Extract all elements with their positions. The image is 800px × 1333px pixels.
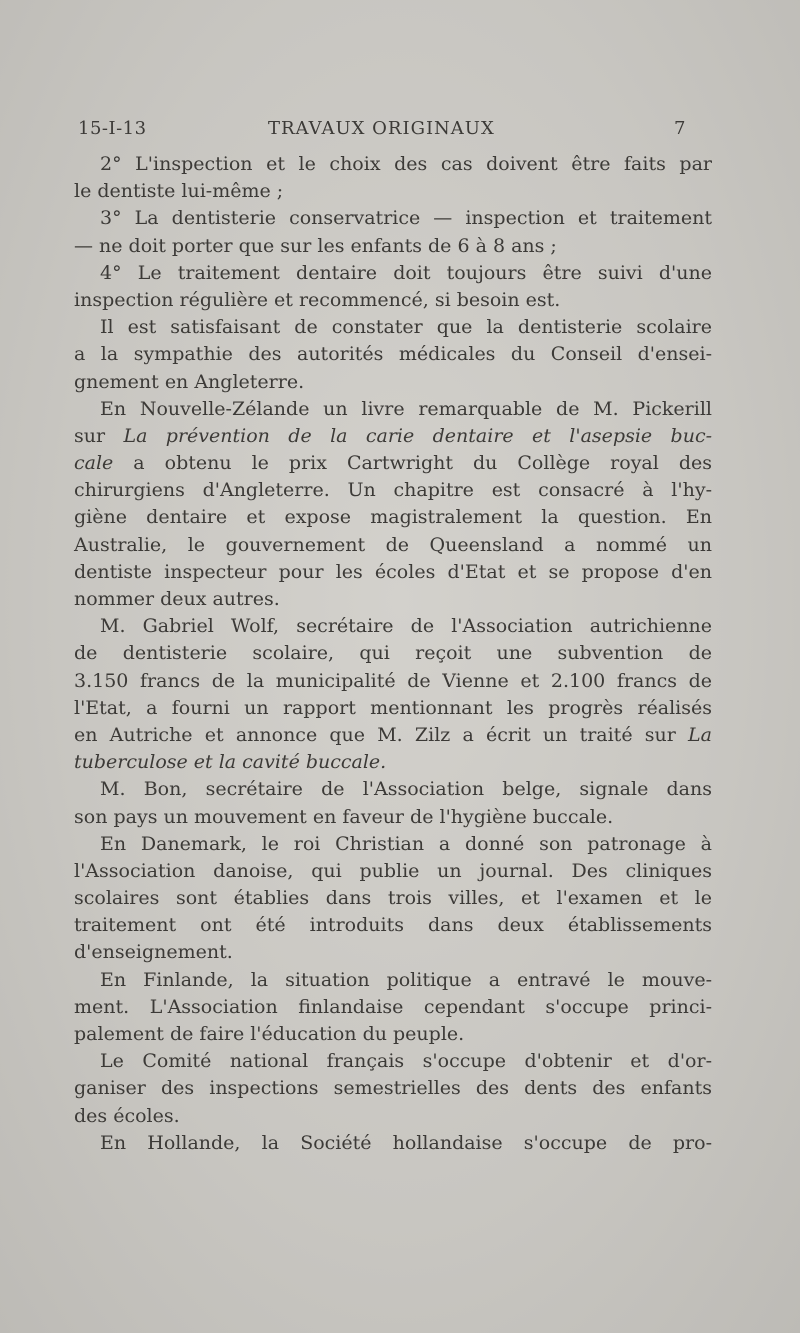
text-line: Le Comité national français s'occupe d'obtenir et d'or- (100, 1050, 712, 1073)
header-title: TRAVAUX ORIGINAUX (268, 118, 495, 139)
text-line: M. Gabriel Wolf, secrétaire de l'Association autrichienne (100, 615, 712, 638)
text-line: en Autriche et annonce que M. Zilz a écrit un traité sur La (74, 723, 712, 746)
text-line: Australie, le gouvernement de Queensland a nommé un (74, 533, 712, 556)
text-line: inspection régulière et recommencé, si besoin est. (74, 288, 561, 311)
text-line: l'Association danoise, qui publie un journal. Des cliniques (74, 859, 712, 882)
text-line: traitement ont été introduits dans deux établissements (74, 914, 712, 937)
text-line: chirurgiens d'Angleterre. Un chapitre est consacré à l'hy- (74, 479, 712, 502)
text-line: En Danemark, le roi Christian a donné son patronage à (100, 832, 712, 855)
text-line: En Finlande, la situation politique a entravé le mouve- (100, 968, 712, 991)
text-line: 4° Le traitement dentaire doit toujours être suivi d'une (100, 261, 712, 284)
text-line: cale a obtenu le prix Cartwright du Collège royal des (74, 452, 712, 475)
text-line: M. Bon, secrétaire de l'Association belge, signale dans (100, 778, 712, 801)
text-line: ganiser des inspections semestrielles des dents des enfants (74, 1077, 712, 1100)
text-line: 3° La dentisterie conservatrice — inspection et traitement (100, 207, 712, 230)
text-line: des écoles. (74, 1104, 180, 1127)
text-line: de dentisterie scolaire, qui reçoit une subvention de (74, 642, 712, 665)
text-line: 3.150 francs de la municipalité de Vienne et 2.100 francs de (74, 669, 712, 692)
text-line: scolaires sont établies dans trois villes, et l'examen et le (74, 887, 712, 910)
text-line: nommer deux autres. (74, 588, 280, 610)
body-text (74, 151, 712, 1157)
text-line: tuberculose et la cavité buccale. (74, 751, 387, 774)
text-line: En Hollande, la Société hollandaise s'occupe de pro- (100, 1131, 712, 1154)
book-page (74, 0, 713, 1333)
text-line: En Nouvelle-Zélande un livre remarquable de M. Pickerill (100, 397, 712, 420)
text-line: l'Etat, a fourni un rapport mentionnant les progrès réalisés (74, 696, 712, 719)
text-line: giène dentaire et expose magistralement la question. En (74, 506, 712, 529)
text-line: gnement en Angleterre. (74, 370, 305, 393)
text-line: dentiste inspecteur pour les écoles d'Etat et se propose d'en (74, 560, 712, 583)
page-number: 7 (674, 118, 686, 139)
text-line: son pays un mouvement en faveur de l'hygiène buccale. (74, 805, 614, 828)
text-line: ment. L'Association finlandaise cependant s'occupe princi- (74, 995, 712, 1018)
running-head (74, 118, 700, 148)
text-line: sur La prévention de la carie dentaire et l'asepsie buc- (74, 424, 713, 447)
text-line: palement de faire l'éducation du peuple. (74, 1023, 465, 1045)
text-line: — ne doit porter que sur les enfants de 6 à 8 ans ; (74, 234, 557, 257)
text-line: a la sympathie des autorités médicales du Conseil d'ensei- (74, 343, 712, 366)
text-line: 2° L'inspection et le choix des cas doivent être faits par (100, 153, 712, 175)
header-date: 15-I-13 (78, 118, 147, 139)
text-line: Il est satisfaisant de constater que la dentisterie scolaire (100, 316, 712, 339)
text-line: d'enseignement. (74, 941, 233, 964)
text-line: le dentiste lui-même ; (74, 180, 284, 203)
